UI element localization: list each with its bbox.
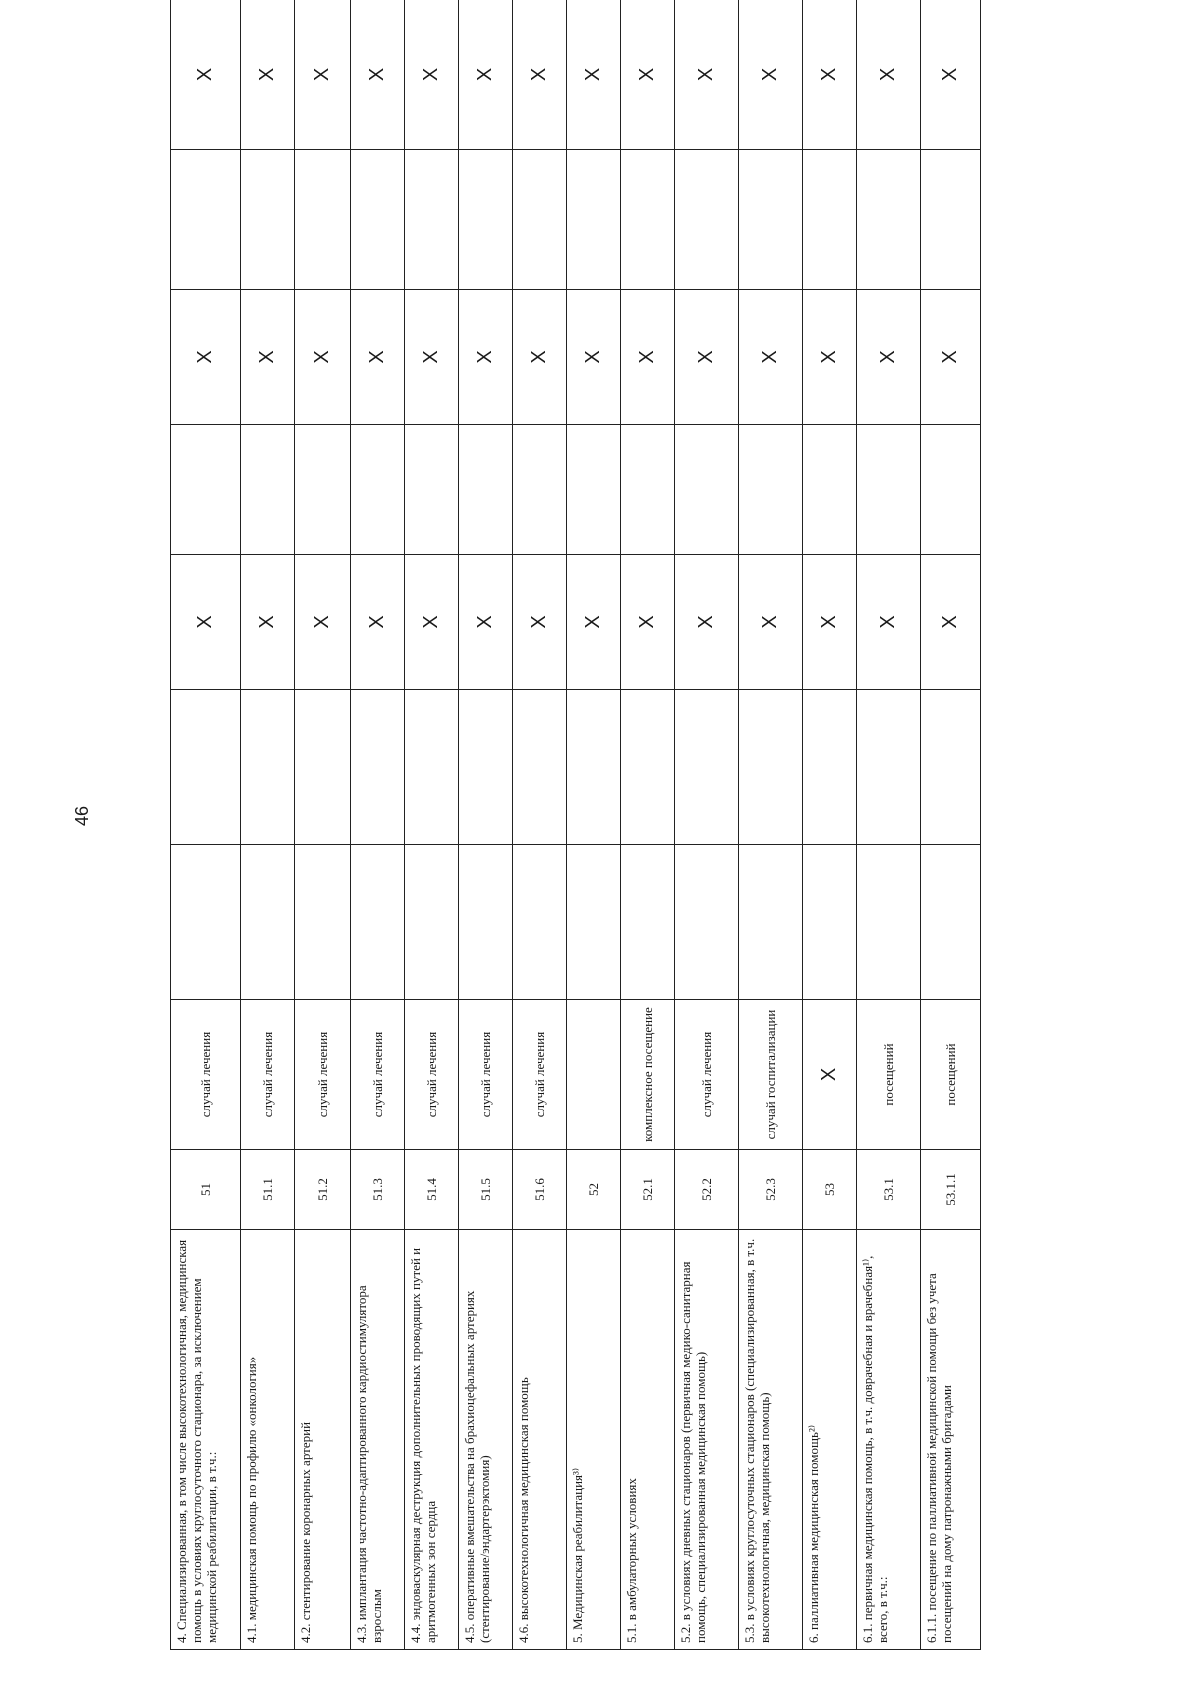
table-row: [567, 0, 621, 1650]
row-unit-cell: X: [803, 1000, 857, 1150]
row-value-cell: [621, 150, 675, 290]
row-value-cell: [459, 150, 513, 290]
row-unit-cell: случай госпитализации: [739, 1000, 803, 1150]
row-name-cell: 5. Медицинская реабилитация³⁾: [567, 1230, 621, 1650]
table-row: [171, 0, 241, 1650]
row-value-cell: X: [513, 555, 567, 690]
row-code-cell: 51.4: [405, 1150, 459, 1230]
row-value-cell: [405, 150, 459, 290]
table-row: [295, 0, 351, 1650]
row-value-cell: [567, 425, 621, 555]
row-value-cell: X: [803, 555, 857, 690]
table-row: [857, 0, 921, 1650]
row-code-cell: 53: [803, 1150, 857, 1230]
row-value-cell: X: [739, 555, 803, 690]
row-value-cell: [295, 425, 351, 555]
page-number: 46: [72, 805, 92, 826]
row-value-cell: [739, 690, 803, 845]
row-value-cell: X: [351, 290, 405, 425]
row-value-cell: [351, 690, 405, 845]
row-name-cell: 6.1.1. посещение по паллиативной медицинской помощи без учета посещений на дому патронажными бригадами: [921, 1230, 981, 1650]
row-value-cell: [351, 845, 405, 1000]
row-name-cell: 5.1. в амбулаторных условиях: [621, 1230, 675, 1650]
row-unit-cell: случай лечения: [405, 1000, 459, 1150]
row-value-cell: [241, 150, 295, 290]
row-code-cell: 51.5: [459, 1150, 513, 1230]
row-value-cell: [621, 425, 675, 555]
row-value-cell: X: [739, 0, 803, 150]
row-value-cell: [675, 690, 739, 845]
row-value-cell: [857, 425, 921, 555]
row-value-cell: [857, 690, 921, 845]
row-value-cell: [857, 845, 921, 1000]
row-value-cell: [459, 845, 513, 1000]
row-value-cell: [675, 150, 739, 290]
row-name-cell: 4. Специализированная, в том числе высокотехнологичная, медицинская помощь в условиях круглосуточного стационара, за исключением медицинской реабилитации, в т.ч.:: [171, 1230, 241, 1650]
row-value-cell: [459, 425, 513, 555]
row-value-cell: X: [295, 0, 351, 150]
row-code-cell: 53.1: [857, 1150, 921, 1230]
row-unit-cell: комплексное посещение: [621, 1000, 675, 1150]
row-code-cell: 52: [567, 1150, 621, 1230]
row-value-cell: [567, 690, 621, 845]
row-value-cell: [803, 690, 857, 845]
row-value-cell: X: [171, 0, 241, 150]
row-value-cell: [171, 690, 241, 845]
row-value-cell: [513, 150, 567, 290]
row-value-cell: [803, 425, 857, 555]
row-value-cell: [241, 425, 295, 555]
row-value-cell: X: [351, 0, 405, 150]
row-code-cell: 51.1: [241, 1150, 295, 1230]
table-row: [675, 0, 739, 1650]
row-value-cell: X: [621, 290, 675, 425]
row-value-cell: [405, 845, 459, 1000]
row-value-cell: X: [857, 555, 921, 690]
row-value-cell: X: [621, 555, 675, 690]
row-value-cell: [567, 845, 621, 1000]
row-value-cell: X: [921, 555, 981, 690]
row-unit-cell: случай лечения: [513, 1000, 567, 1150]
row-value-cell: X: [405, 290, 459, 425]
row-value-cell: X: [241, 290, 295, 425]
table-row: [351, 0, 405, 1650]
row-value-cell: X: [921, 0, 981, 150]
row-unit-cell: [567, 1000, 621, 1150]
table-row: [621, 0, 675, 1650]
row-value-cell: [921, 845, 981, 1000]
row-value-cell: [171, 150, 241, 290]
row-unit-cell: случай лечения: [171, 1000, 241, 1150]
row-code-cell: 51.6: [513, 1150, 567, 1230]
row-value-cell: X: [459, 555, 513, 690]
rotated-table-container: [170, 67, 1130, 1650]
row-value-cell: X: [675, 555, 739, 690]
row-value-cell: [295, 150, 351, 290]
row-value-cell: [921, 690, 981, 845]
table-row: [241, 0, 295, 1650]
table-body: [171, 0, 981, 1650]
row-name-cell: 4.2. стентирование коронарных артерий: [295, 1230, 351, 1650]
row-value-cell: X: [351, 555, 405, 690]
table-row: [513, 0, 567, 1650]
row-value-cell: [295, 690, 351, 845]
row-value-cell: [739, 425, 803, 555]
data-table: [170, 0, 981, 1650]
row-code-cell: 51.3: [351, 1150, 405, 1230]
row-value-cell: [803, 150, 857, 290]
row-value-cell: [241, 690, 295, 845]
row-name-cell: 5.2. в условиях дневных стационаров (первичная медико-санитарная помощь, специализированная медицинская помощь): [675, 1230, 739, 1650]
row-name-cell: 6. паллиативная медицинская помощь²⁾: [803, 1230, 857, 1650]
table-row: [459, 0, 513, 1650]
row-value-cell: X: [739, 290, 803, 425]
row-value-cell: [621, 690, 675, 845]
row-value-cell: X: [459, 290, 513, 425]
row-unit-cell: случай лечения: [675, 1000, 739, 1150]
row-unit-cell: случай лечения: [459, 1000, 513, 1150]
row-value-cell: X: [921, 290, 981, 425]
row-unit-cell: посещений: [921, 1000, 981, 1150]
row-unit-cell: случай лечения: [241, 1000, 295, 1150]
row-value-cell: X: [405, 0, 459, 150]
row-unit-cell: случай лечения: [295, 1000, 351, 1150]
row-value-cell: X: [513, 290, 567, 425]
row-value-cell: X: [567, 0, 621, 150]
row-value-cell: [513, 845, 567, 1000]
row-value-cell: [405, 690, 459, 845]
row-value-cell: [921, 425, 981, 555]
row-value-cell: X: [621, 0, 675, 150]
row-value-cell: X: [241, 555, 295, 690]
row-value-cell: X: [295, 555, 351, 690]
row-value-cell: [241, 845, 295, 1000]
row-value-cell: [513, 690, 567, 845]
row-value-cell: [459, 690, 513, 845]
row-value-cell: [739, 150, 803, 290]
row-name-cell: 4.5. оперативные вмешательства на брахиоцефальных артериях (стентирование/эндартерэктомия): [459, 1230, 513, 1650]
row-value-cell: [675, 425, 739, 555]
row-value-cell: X: [675, 0, 739, 150]
row-value-cell: X: [295, 290, 351, 425]
row-value-cell: X: [675, 290, 739, 425]
row-name-cell: 4.4. эндоваскулярная деструкция дополнительных проводящих путей и аритмогенных зон сердца: [405, 1230, 459, 1650]
row-value-cell: [405, 425, 459, 555]
row-value-cell: [567, 150, 621, 290]
row-value-cell: X: [803, 0, 857, 150]
row-code-cell: 52.3: [739, 1150, 803, 1230]
row-value-cell: [171, 425, 241, 555]
row-code-cell: 51: [171, 1150, 241, 1230]
row-unit-cell: случай лечения: [351, 1000, 405, 1150]
table-row: [921, 0, 981, 1650]
row-code-cell: 51.2: [295, 1150, 351, 1230]
row-value-cell: [351, 425, 405, 555]
row-value-cell: [171, 845, 241, 1000]
row-value-cell: X: [513, 0, 567, 150]
row-name-cell: 4.3. имплантация частотно-адаптированного кардиостимулятора взрослым: [351, 1230, 405, 1650]
row-value-cell: [803, 845, 857, 1000]
row-value-cell: X: [857, 290, 921, 425]
row-name-cell: 6.1. первичная медицинская помощь, в т.ч. доврачебная и врачебная¹⁾, всего, в т.ч.:: [857, 1230, 921, 1650]
row-value-cell: X: [241, 0, 295, 150]
row-value-cell: X: [567, 290, 621, 425]
row-value-cell: [295, 845, 351, 1000]
row-value-cell: [921, 150, 981, 290]
table-row: [405, 0, 459, 1650]
table-row: [739, 0, 803, 1650]
row-value-cell: [857, 150, 921, 290]
row-code-cell: 52.2: [675, 1150, 739, 1230]
row-name-cell: 4.6. высокотехнологичная медицинская помощь: [513, 1230, 567, 1650]
row-value-cell: X: [567, 555, 621, 690]
row-unit-cell: посещений: [857, 1000, 921, 1150]
row-value-cell: X: [459, 0, 513, 150]
row-value-cell: [351, 150, 405, 290]
row-value-cell: X: [405, 555, 459, 690]
row-code-cell: 52.1: [621, 1150, 675, 1230]
row-code-cell: 53.1.1: [921, 1150, 981, 1230]
row-name-cell: 4.1. медицинская помощь по профилю «онкология»: [241, 1230, 295, 1650]
row-value-cell: X: [803, 290, 857, 425]
row-value-cell: [513, 425, 567, 555]
row-value-cell: [621, 845, 675, 1000]
table-row: [803, 0, 857, 1650]
row-name-cell: 5.3. в условиях круглосуточных стационаров (специализированная, в т.ч. высокотехнологичная, медицинская помощь): [739, 1230, 803, 1650]
row-value-cell: X: [171, 555, 241, 690]
row-value-cell: X: [171, 290, 241, 425]
row-value-cell: [675, 845, 739, 1000]
row-value-cell: X: [857, 0, 921, 150]
row-value-cell: [739, 845, 803, 1000]
